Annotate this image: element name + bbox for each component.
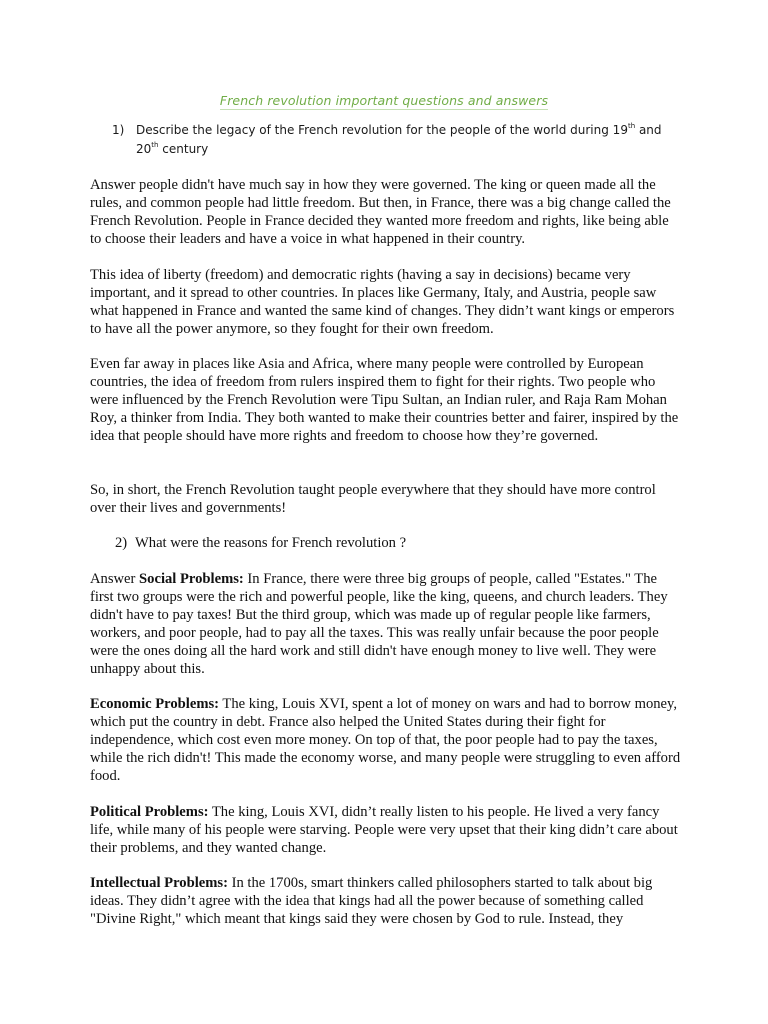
question-1-text: Describe the legacy of the French revolution for the people of the world during 19th and 20th century: [136, 122, 662, 156]
answer-2-political-paragraph: Political Problems: The king, Louis XVI, didn’t really listen to his people. He lived a very fancy life, while many of his people were starving. People were very upset that their king didn’t care about their problems, and they wanted change.: [90, 804, 678, 856]
answer-1-paragraph-2: This idea of liberty (freedom) and democratic rights (having a say in decisions) became very important, and it spread to other countries. In places like Germany, Italy, and Austria, people saw what happened in France and wanted the same kind of changes. They didn’t want kings or emperors to have all the power anymore, so they fought for their own freedom.: [90, 267, 675, 337]
question-2: [115, 535, 675, 553]
answer-2-economic-paragraph: Economic Problems: The king, Louis XVI, spent a lot of money on wars and had to borrow money, which put the country in debt. France also helped the United States during their fight for independence, which cost even more money. On top of that, the poor people had to pay the taxes, while the rich didn't! This made the economy worse, and many people were struggling to even afford food.: [90, 696, 681, 784]
question-1: [112, 121, 672, 159]
intellectual-problems-heading: Intellectual Problems:: [90, 875, 228, 891]
answer-1-paragraph-1: Answer people didn't have much say in how they were governed. The king or queen made all the rules, and common people had little freedom. But then, in France, there was a big change called the French Revolution. People in France decided they wanted more freedom and rights, like being able to choose their leaders and have a voice in what happened in their country.: [90, 177, 671, 247]
question-2-text: What were the reasons for French revolution ?: [135, 535, 407, 551]
political-problems-heading: Political Problems:: [90, 804, 209, 820]
answer-1-paragraph-3: Even far away in places like Asia and Africa, where many people were controlled by European countries, the idea of freedom from rulers inspired them to fight for their rights. Two people who were influenced by the French Revolution were Tipu Sultan, an Indian ruler, and Raja Ram Mohan Roy, a thinker from India. They both wanted to make their countries better and fairer, inspired by the idea that people should have more rights and freedom to choose how they’re governed.: [90, 356, 679, 444]
question-2-number: 2): [115, 535, 128, 551]
answer-2-intellectual-paragraph: Intellectual Problems: In the 1700s, smart thinkers called philosophers started to talk about big ideas. They didn’t agree with the idea that kings had all the power because of something called "Divine Right," which meant that kings said they were chosen by God to rule. Instead, they: [90, 875, 653, 927]
question-1-number: 1): [112, 123, 125, 137]
economic-problems-heading: Economic Problems:: [90, 696, 220, 712]
document-title: French revolution important questions and answers: [219, 93, 549, 108]
answer-2-social-paragraph: Answer Social Problems: In France, there were three big groups of people, called "Estates." The first two groups were the rich and powerful people, like the king, queens, and church leaders. They didn't have to pay taxes! But the third group, which was made up of regular people like farmers, workers, and poor people, had to pay all the taxes. This was really unfair because the poor people were the ones doing all the hard work and still didn't have enough money to live well. They were unhappy about this.: [90, 571, 668, 677]
social-problems-heading: Social Problems:: [139, 571, 244, 587]
answer-1-paragraph-4: So, in short, the French Revolution taught people everywhere that they should have more control over their lives and governments!: [90, 482, 656, 516]
